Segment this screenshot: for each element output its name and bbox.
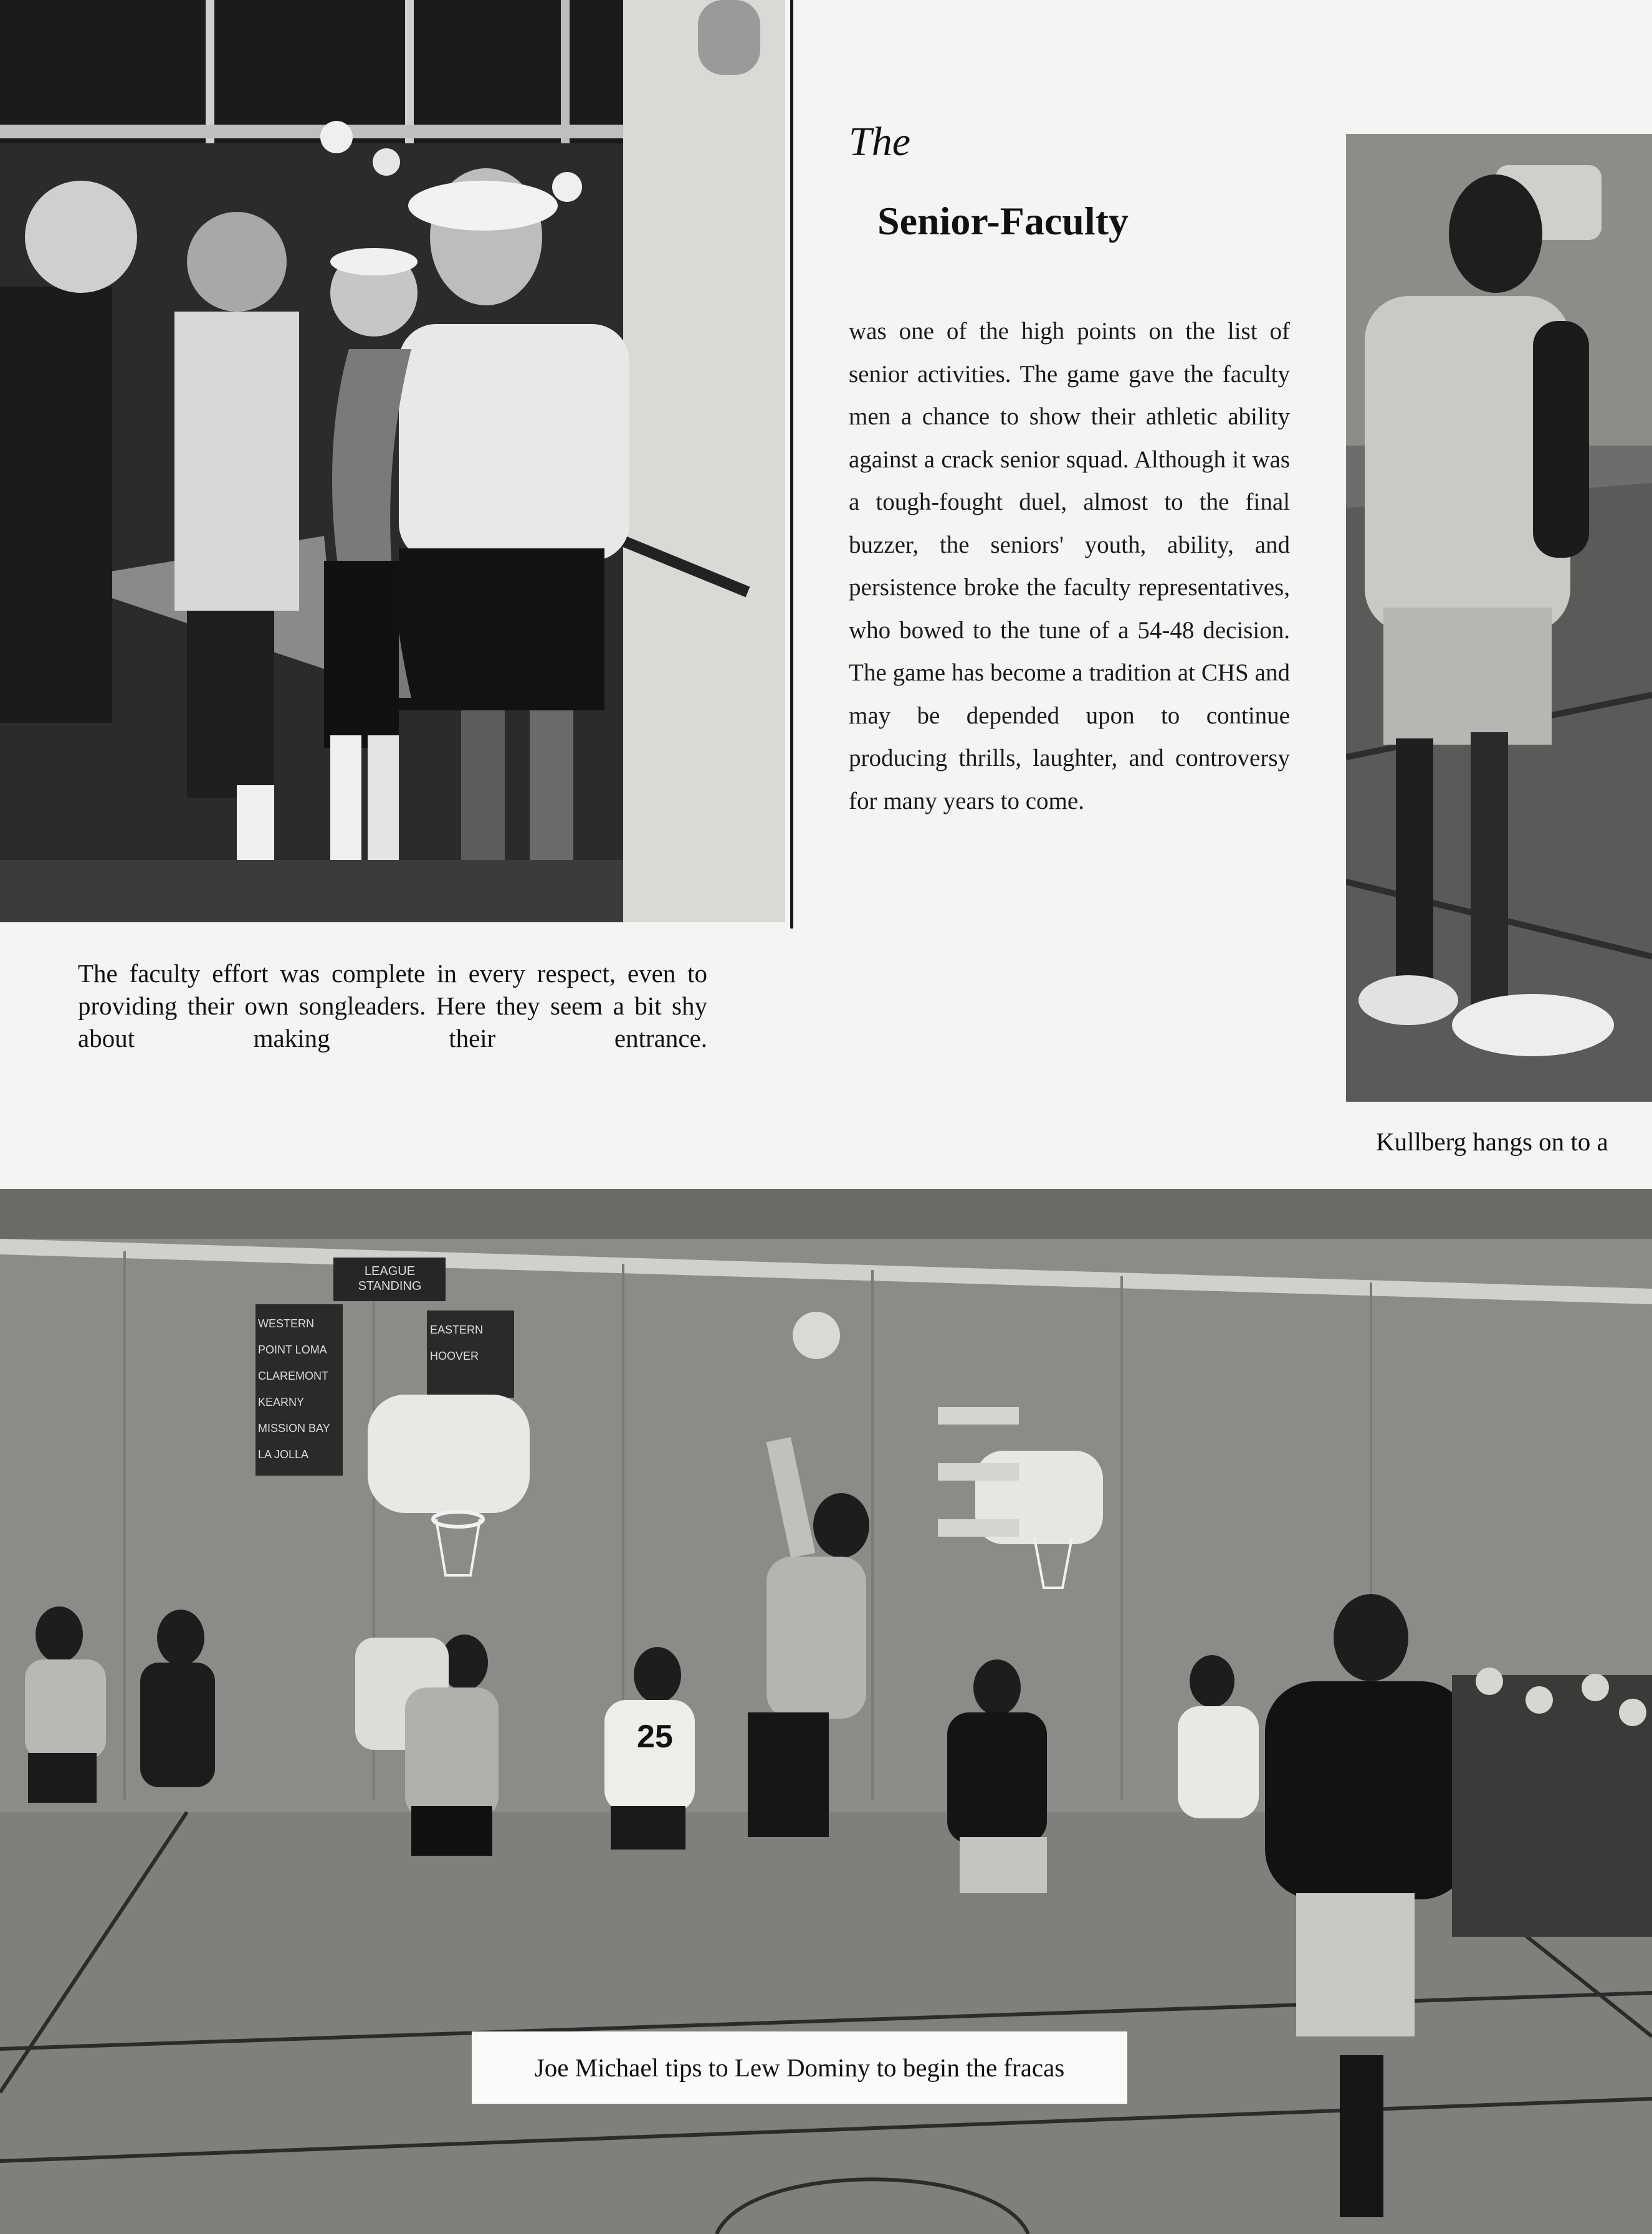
songleaders-caption: The faculty effort was complete in every respect, even to providing their own songleaders. Here they seem a bit shy about making their entrance. (78, 959, 707, 1053)
tipoff-caption: Joe Michael tips to Lew Dominy to begin the fracas (534, 2053, 1065, 2082)
songleaders-photo-art (0, 0, 785, 922)
standings-team: MISSION BAY (258, 1422, 330, 1434)
kullberg-caption: Kullberg hangs on to a (1376, 1127, 1608, 1156)
standings-team: POINT LOMA (258, 1344, 327, 1356)
tipoff-caption-box (472, 2031, 1127, 2104)
standings-eastern (430, 1317, 511, 1369)
standings-western (258, 1310, 341, 1468)
standings-team: EASTERN (430, 1324, 484, 1336)
column-rule (790, 0, 793, 928)
standings-team: WESTERN (258, 1317, 314, 1330)
jersey-number: 25 (637, 1719, 673, 1755)
kullberg-photo-art (1346, 134, 1652, 1102)
title-prefix: The (849, 119, 910, 165)
article-body: was one of the high points on the list of senior activities. The game gave the faculty men a chance to show their athletic ability against a crack senior squad. Although it was a tough-fought duel, almost to the final buzzer, the seniors' youth, ability, and persistence broke the faculty representatives, who bowed to the tune of a 54-48 decision. The game has become a tradition at CHS and may be depended upon to continue producing thrills, laughter, and controversy for many years to come. (849, 318, 1290, 814)
standings-team: KEARNY (258, 1396, 305, 1408)
standings-team: HOOVER (430, 1350, 479, 1362)
standings-team: CLAREMONT (258, 1370, 329, 1382)
page-title: Senior-Faculty (877, 199, 1129, 243)
songleaders-photo (0, 0, 785, 922)
standings-team: LA JOLLA (258, 1448, 309, 1461)
kullberg-photo (1346, 134, 1652, 1102)
standings-header: LEAGUE STANDING (358, 1264, 422, 1293)
